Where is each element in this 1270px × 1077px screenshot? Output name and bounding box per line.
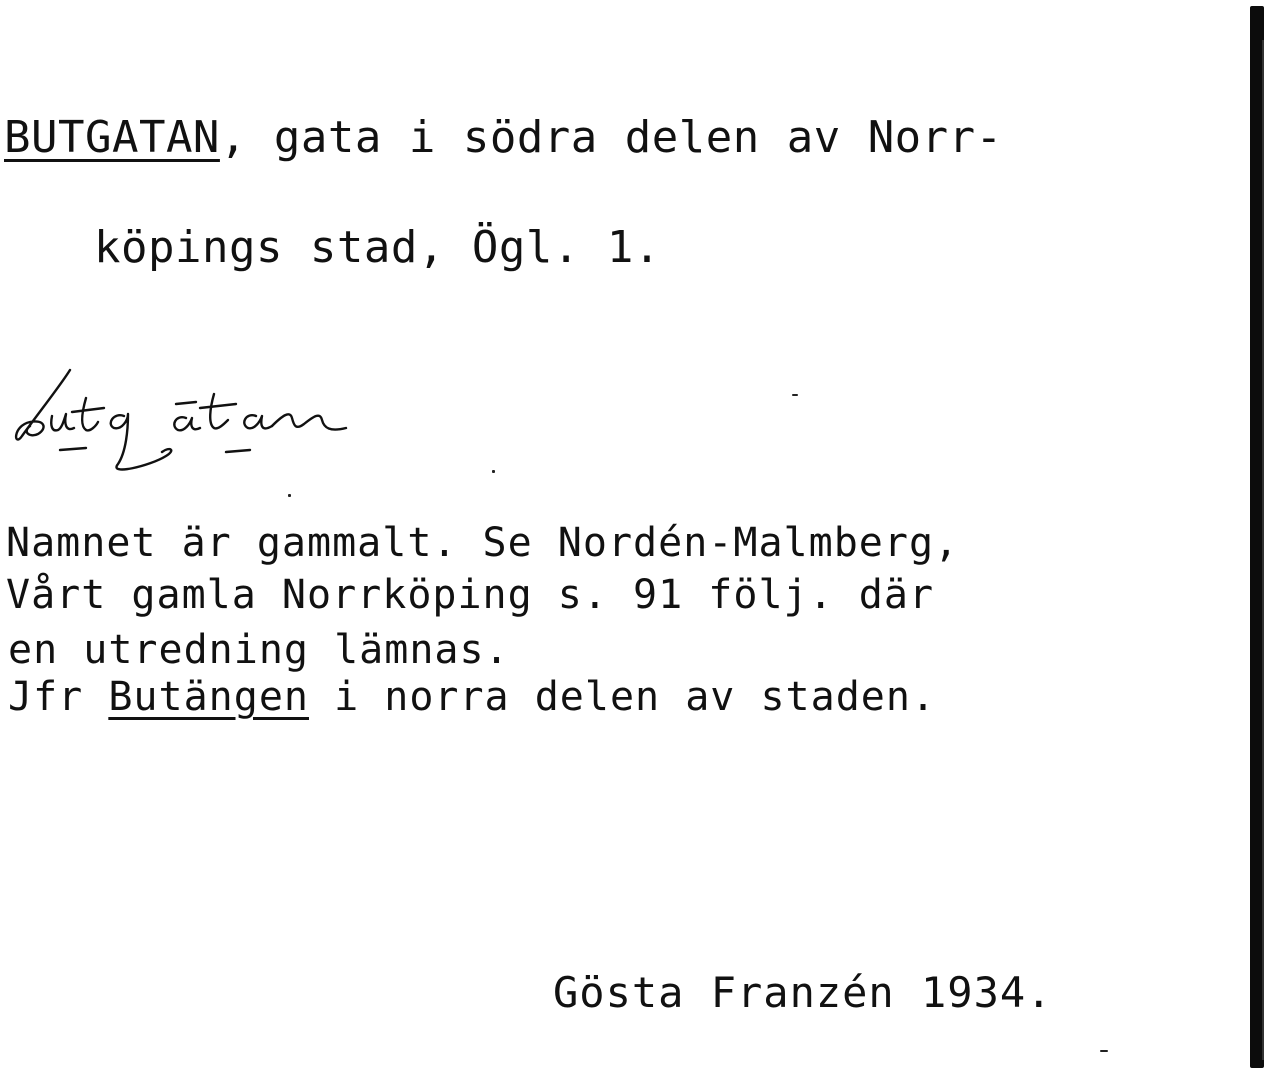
- body-line-3: en utredning lämnas.: [8, 627, 510, 673]
- body-line-2: Vårt gamla Norrköping s. 91 följ. där: [6, 572, 935, 618]
- body-line-1: Namnet är gammalt. Se Nordén-Malmberg,: [6, 520, 960, 566]
- entry-line-1: [4, 112, 1003, 163]
- body-line-4: [8, 674, 937, 720]
- entry-line-1-text: , gata i södra delen av Norr-: [219, 112, 1003, 163]
- signature: Gösta Franzén 1934.: [553, 968, 1053, 1017]
- entry-line-2: köpings stad, Ögl. 1.: [94, 222, 661, 273]
- ink-speck: [792, 394, 798, 396]
- cross-reference: Butängen: [108, 674, 309, 720]
- headword: BUTGATAN: [4, 112, 220, 163]
- ink-speck: [492, 470, 495, 473]
- body-line-4-prefix: Jfr: [8, 674, 109, 720]
- card-edge-shadow: [1262, 40, 1264, 1060]
- body-line-4-suffix: i norra delen av staden.: [308, 674, 937, 720]
- ink-speck: [1100, 1050, 1108, 1052]
- handwritten-pronunciation: [0, 356, 380, 486]
- ink-speck: [288, 494, 291, 497]
